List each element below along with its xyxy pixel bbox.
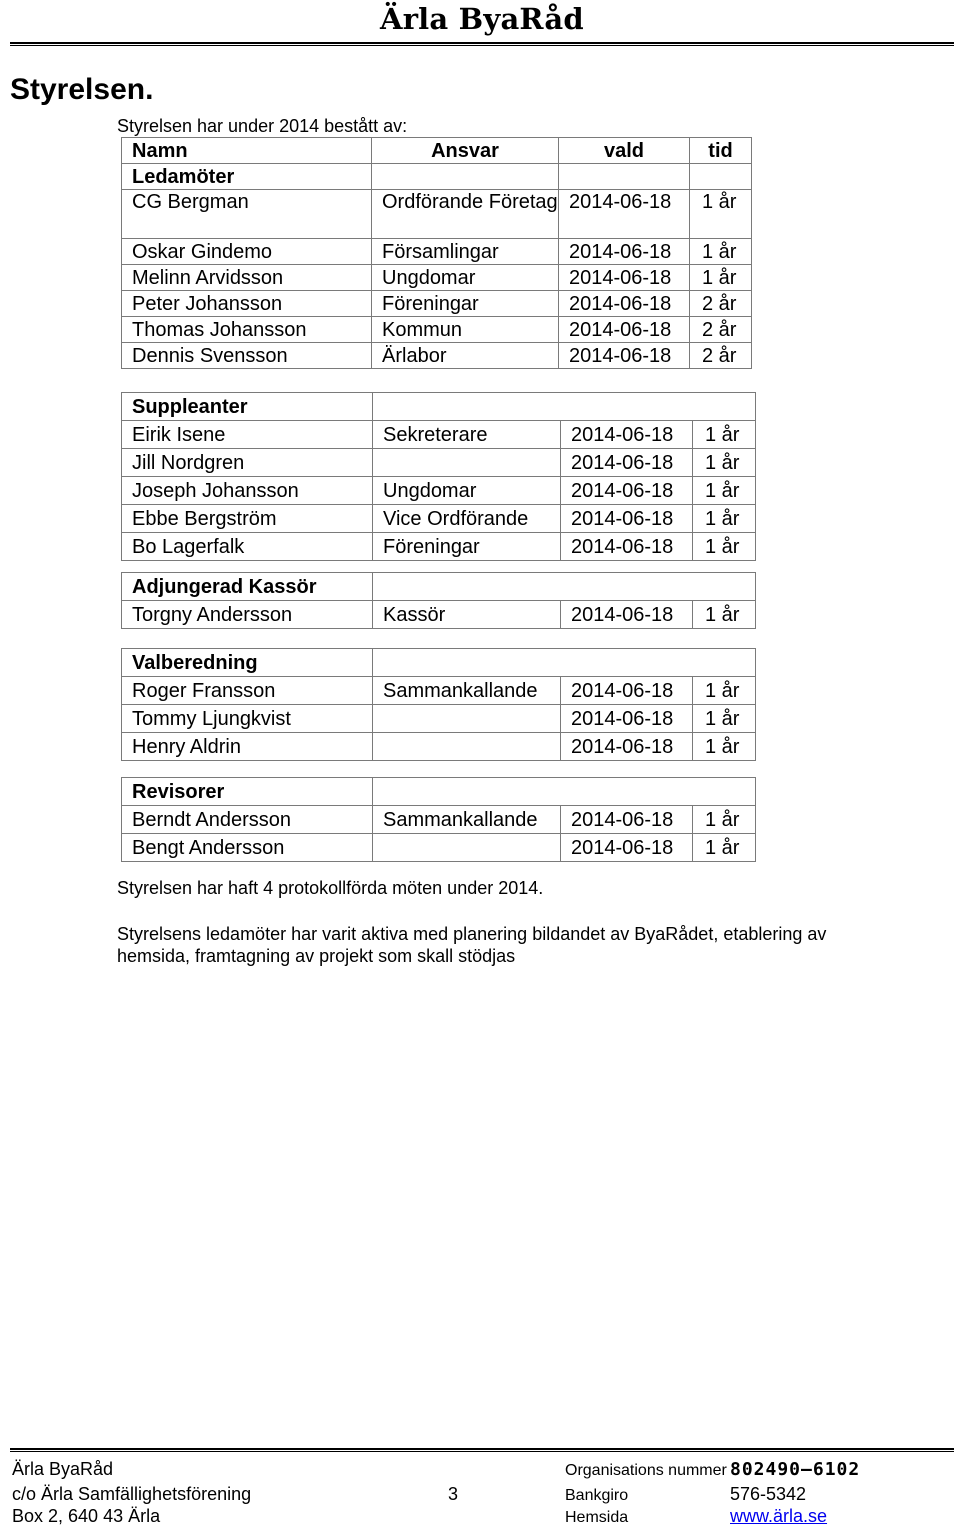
member-role bbox=[373, 705, 561, 733]
member-term: 1 år bbox=[693, 601, 756, 629]
member-elected: 2014-06-18 bbox=[561, 834, 693, 862]
table-row bbox=[122, 343, 752, 369]
footer-org-number: 802490–6102 bbox=[730, 1459, 861, 1480]
table-row bbox=[122, 505, 756, 533]
member-role: Ungdomar bbox=[373, 477, 561, 505]
footer-org-number-label: Organisations nummer bbox=[565, 1462, 727, 1479]
section-title-row bbox=[122, 649, 756, 677]
section-title-row bbox=[122, 778, 756, 806]
co-opted-treasurer-table bbox=[121, 572, 756, 629]
activities-paragraph: Styrelsens ledamöter har varit aktiva med planering bildandet av ByaRådet, etablering av hemsida, framtagning av projekt som skall stödjas bbox=[117, 924, 827, 966]
member-elected: 2014-06-18 bbox=[559, 239, 690, 265]
page-title: Styrelsen. bbox=[10, 73, 154, 106]
column-header-term: tid bbox=[690, 138, 752, 164]
section-title-row bbox=[122, 393, 756, 421]
member-name: Dennis Svensson bbox=[122, 343, 372, 369]
board-members-table bbox=[121, 137, 752, 369]
member-role: Vice Ordförande bbox=[373, 505, 561, 533]
member-elected: 2014-06-18 bbox=[559, 291, 690, 317]
section-title-revisorer: Revisorer bbox=[122, 778, 373, 806]
member-role bbox=[373, 449, 561, 477]
member-role: Kommun bbox=[372, 317, 559, 343]
table-row bbox=[122, 533, 756, 561]
table-row bbox=[122, 677, 756, 705]
table-row bbox=[122, 733, 756, 761]
member-role: Sammankallande bbox=[373, 806, 561, 834]
member-role: Föreningar bbox=[373, 533, 561, 561]
member-elected: 2014-06-18 bbox=[561, 733, 693, 761]
member-name: Peter Johansson bbox=[122, 291, 372, 317]
member-term: 1 år bbox=[693, 733, 756, 761]
member-name: Oskar Gindemo bbox=[122, 239, 372, 265]
footer-bankgiro-label: Bankgiro bbox=[565, 1487, 629, 1504]
member-term: 1 år bbox=[693, 705, 756, 733]
member-elected: 2014-06-18 bbox=[561, 505, 693, 533]
table-row bbox=[122, 291, 752, 317]
table-row bbox=[122, 601, 756, 629]
member-elected: 2014-06-18 bbox=[561, 677, 693, 705]
member-term: 1 år bbox=[693, 677, 756, 705]
section-title-row bbox=[122, 573, 756, 601]
member-role: Ungdomar bbox=[372, 265, 559, 291]
member-name: Roger Fransson bbox=[122, 677, 373, 705]
member-elected: 2014-06-18 bbox=[559, 265, 690, 291]
footer-website-link[interactable]: www.ärla.se bbox=[730, 1506, 828, 1526]
member-name: CG Bergman bbox=[122, 190, 372, 239]
member-term: 2 år bbox=[690, 343, 752, 369]
member-elected: 2014-06-18 bbox=[561, 421, 693, 449]
member-elected: 2014-06-18 bbox=[561, 477, 693, 505]
table-row bbox=[122, 806, 756, 834]
section-title-ledamoter: Ledamöter bbox=[122, 164, 372, 190]
member-term: 1 år bbox=[693, 477, 756, 505]
footer-website-label: Hemsida bbox=[565, 1509, 629, 1526]
member-elected: 2014-06-18 bbox=[561, 705, 693, 733]
footer-address-line2: Box 2, 640 43 Ärla bbox=[12, 1506, 161, 1526]
member-role bbox=[373, 733, 561, 761]
member-name: Bo Lagerfalk bbox=[122, 533, 373, 561]
intro-text: Styrelsen har under 2014 bestått av: bbox=[117, 116, 408, 136]
column-header-name: Namn bbox=[122, 138, 372, 164]
member-term: 1 år bbox=[690, 265, 752, 291]
section-title-adjungerad: Adjungerad Kassör bbox=[122, 573, 373, 601]
section-title-valberedning: Valberedning bbox=[122, 649, 373, 677]
member-term: 1 år bbox=[693, 533, 756, 561]
table-row bbox=[122, 477, 756, 505]
section-title-suppleanter: Suppleanter bbox=[122, 393, 373, 421]
member-elected: 2014-06-18 bbox=[561, 601, 693, 629]
member-term: 1 år bbox=[690, 190, 752, 239]
table-header-row bbox=[122, 138, 752, 164]
deputies-table bbox=[121, 392, 756, 561]
section-title-row bbox=[122, 164, 752, 190]
member-name: Torgny Andersson bbox=[122, 601, 373, 629]
member-role: Ordförande Företag bbox=[372, 190, 559, 239]
footer-divider bbox=[10, 1448, 954, 1452]
member-role bbox=[373, 834, 561, 862]
table-row bbox=[122, 190, 752, 239]
member-elected: 2014-06-18 bbox=[561, 449, 693, 477]
member-elected: 2014-06-18 bbox=[559, 343, 690, 369]
member-elected: 2014-06-18 bbox=[559, 190, 690, 239]
member-name: Tommy Ljungkvist bbox=[122, 705, 373, 733]
member-name: Ebbe Bergström bbox=[122, 505, 373, 533]
auditors-table bbox=[121, 777, 756, 862]
member-term: 1 år bbox=[690, 239, 752, 265]
table-row bbox=[122, 449, 756, 477]
member-role: Församlingar bbox=[372, 239, 559, 265]
member-name: Jill Nordgren bbox=[122, 449, 373, 477]
column-header-role: Ansvar bbox=[372, 138, 559, 164]
member-name: Bengt Andersson bbox=[122, 834, 373, 862]
table-row bbox=[122, 705, 756, 733]
footer-page-number: 3 bbox=[448, 1484, 459, 1504]
member-term: 1 år bbox=[693, 505, 756, 533]
member-elected: 2014-06-18 bbox=[561, 806, 693, 834]
column-header-elected: vald bbox=[559, 138, 690, 164]
table-row bbox=[122, 421, 756, 449]
member-role: Kassör bbox=[373, 601, 561, 629]
member-term: 1 år bbox=[693, 834, 756, 862]
member-name: Joseph Johansson bbox=[122, 477, 373, 505]
footer-address-line1: c/o Ärla Samfällighetsförening bbox=[12, 1484, 252, 1504]
table-row bbox=[122, 265, 752, 291]
member-role: Sammankallande bbox=[373, 677, 561, 705]
document-header-title: Ärla ByaRåd bbox=[380, 2, 584, 36]
member-elected: 2014-06-18 bbox=[561, 533, 693, 561]
footer-bankgiro: 576-5342 bbox=[730, 1484, 807, 1504]
member-term: 1 år bbox=[693, 449, 756, 477]
header-divider bbox=[10, 42, 954, 46]
member-role: Sekreterare bbox=[373, 421, 561, 449]
member-elected: 2014-06-18 bbox=[559, 317, 690, 343]
member-role: Ärlabor bbox=[372, 343, 559, 369]
member-term: 1 år bbox=[693, 806, 756, 834]
member-name: Melinn Arvidsson bbox=[122, 265, 372, 291]
table-row bbox=[122, 834, 756, 862]
table-row bbox=[122, 239, 752, 265]
nomination-committee-table bbox=[121, 648, 756, 761]
member-term: 2 år bbox=[690, 317, 752, 343]
member-term: 1 år bbox=[693, 421, 756, 449]
table-row bbox=[122, 317, 752, 343]
member-name: Henry Aldrin bbox=[122, 733, 373, 761]
footer-org-name: Ärla ByaRåd bbox=[12, 1459, 114, 1479]
member-name: Thomas Johansson bbox=[122, 317, 372, 343]
member-term: 2 år bbox=[690, 291, 752, 317]
member-name: Eirik Isene bbox=[122, 421, 373, 449]
member-name: Berndt Andersson bbox=[122, 806, 373, 834]
member-role: Föreningar bbox=[372, 291, 559, 317]
meetings-paragraph: Styrelsen har haft 4 protokollförda möten under 2014. bbox=[117, 878, 544, 898]
